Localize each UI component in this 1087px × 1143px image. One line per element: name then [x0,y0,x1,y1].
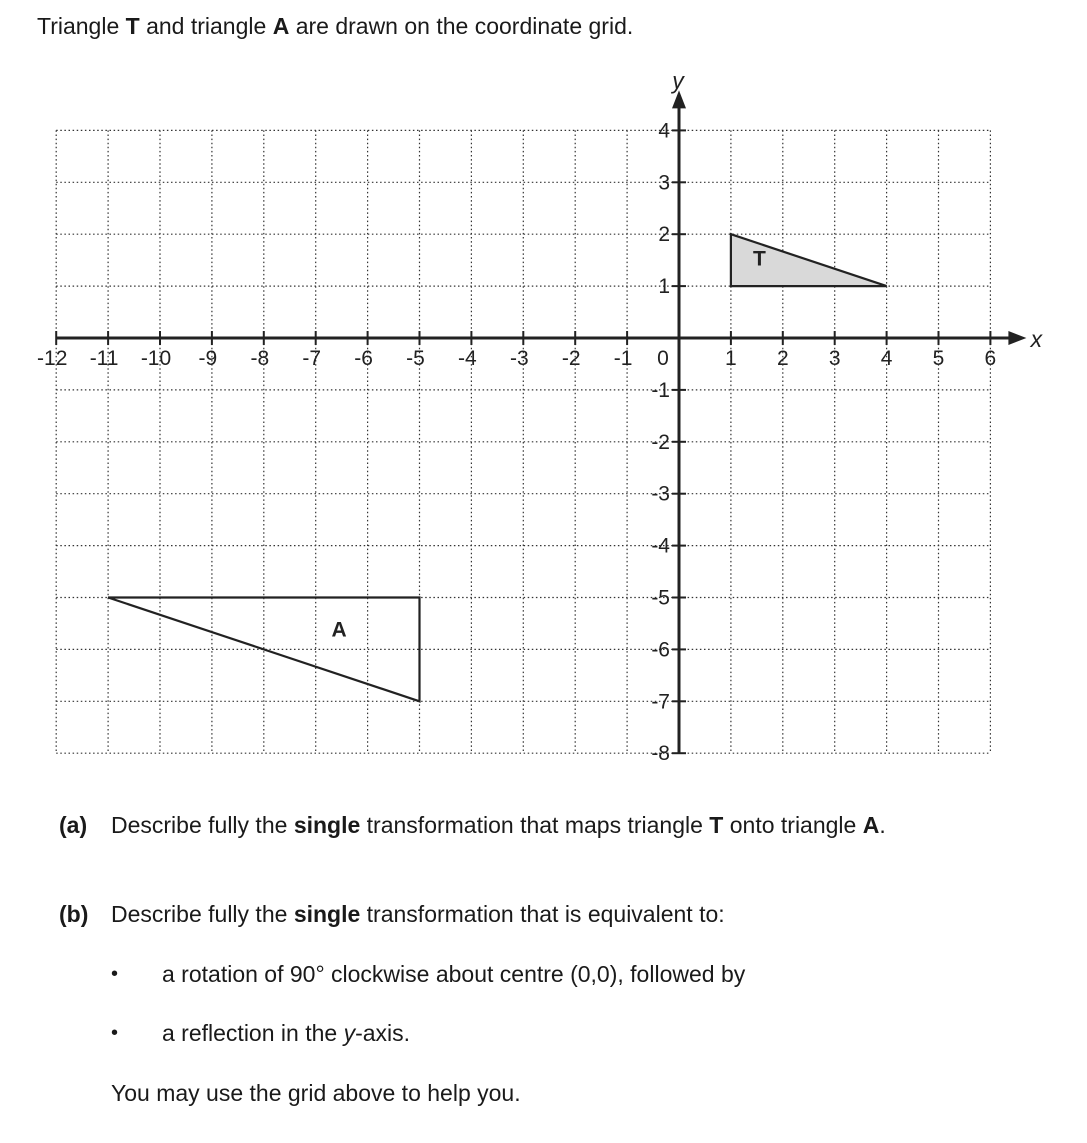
bold-word: single [293,901,361,927]
bullet-item-reflection [0,1018,1087,1050]
triangle-label-a: A [331,618,347,642]
x-tick-label: -8 [250,347,270,370]
intro-part: are drawn on the coordinate grid. [289,13,634,39]
y-tick-label: -2 [651,430,670,454]
triangle-a-name: A [272,13,290,39]
x-tick-label: -5 [406,347,425,370]
x-tick-label: -7 [302,347,322,370]
text-part: . [879,812,886,838]
y-tick-label: -8 [651,742,670,766]
y-tick-label: -4 [651,534,670,558]
y-tick-label: 1 [658,275,670,299]
text-part: Describe fully the [111,812,294,838]
bullet-icon: • [111,1022,119,1044]
triangle-t-name: T [125,13,140,39]
bold-word: A [862,812,880,838]
x-axis-label: x [1030,326,1043,352]
bullet-text [162,1018,410,1048]
x-tick-label: 1 [725,347,737,370]
y-tick-label: -6 [651,638,670,662]
question-a-text [111,810,886,840]
grid-lines [56,130,990,753]
bullet-text: a rotation of 90° clockwise about centre (0,0), followed by [162,961,746,987]
text-part: transformation that is equivalent to: [360,901,725,927]
question-b [0,899,1087,931]
bullet-item-rotation [0,959,1087,991]
triangle-label-t: T [753,247,766,271]
x-tick-label: -3 [509,347,529,370]
x-tick-label: 3 [828,347,841,370]
origin-label: 0 [657,347,669,370]
y-tick-label: -1 [651,378,670,402]
y-tick-label: 4 [658,119,670,143]
y-tick-label: -3 [651,482,670,506]
question-a-label: (a) [59,812,88,838]
x-tick-label: -9 [198,347,218,370]
x-tick-label: -11 [89,347,119,370]
intro-part: and triangle [139,13,273,39]
x-tick-label: -4 [458,347,477,370]
text-part: -axis. [355,1020,411,1046]
italic-y: y [343,1020,356,1046]
help-note [0,1078,1087,1110]
question-b-text [111,899,725,929]
help-note-text: You may use the grid above to help you. [111,1080,521,1106]
text-part: transformation that maps triangle [360,812,710,838]
text-part: onto triangle [723,812,863,838]
x-tick-label: 5 [932,347,945,370]
coordinate-grid [0,60,1087,770]
bold-word: single [293,812,361,838]
bullet-icon: • [111,963,119,985]
y-tick-label: -5 [651,586,670,610]
question-a [0,810,1087,842]
text-part: Describe fully the [111,901,294,927]
intro-text [37,10,633,42]
x-tick-label: 4 [880,347,893,370]
y-axis-label: y [672,67,684,94]
x-tick-label: 2 [776,347,789,370]
y-tick-label: 2 [658,223,670,247]
x-tick-label: 6 [984,347,997,370]
x-axis-arrow-icon [1008,331,1026,345]
x-tick-label: -1 [613,347,633,370]
bold-word: T [709,812,724,838]
y-tick-label: 3 [658,171,670,195]
question-b-label: (b) [59,901,89,927]
x-tick-label: -10 [140,347,172,370]
text-part: a reflection in the [162,1020,344,1046]
intro-part: Triangle [37,13,126,39]
y-tick-label: -7 [651,690,670,714]
x-tick-label: -6 [354,347,373,370]
x-tick-label: -2 [561,347,581,370]
x-tick-label: -12 [37,347,68,370]
